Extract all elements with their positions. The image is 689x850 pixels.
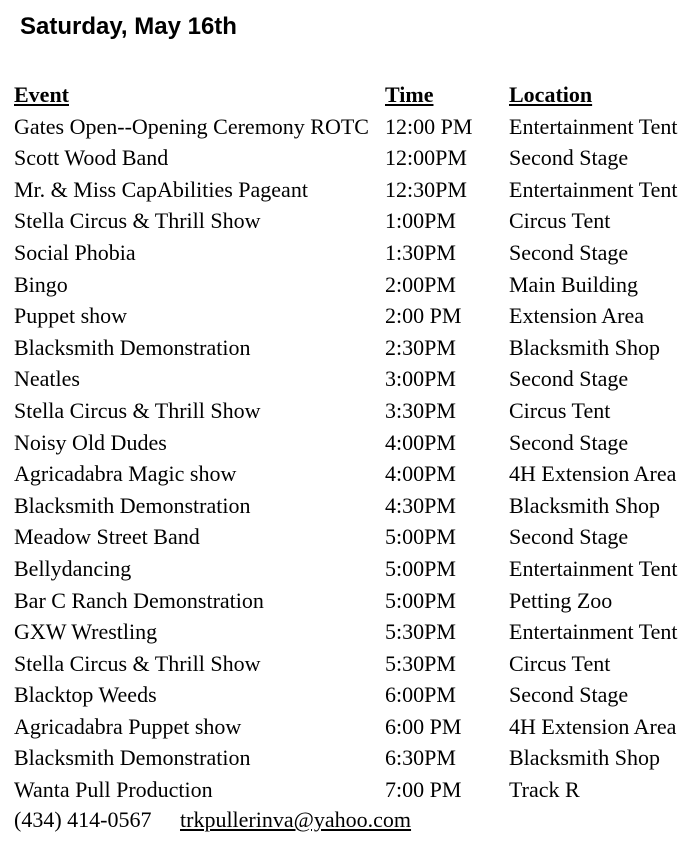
event-location: Second Stage [509, 366, 629, 392]
event-location: Blacksmith Shop [509, 745, 660, 771]
table-row [14, 237, 684, 269]
table-row [14, 490, 684, 522]
table-row [14, 174, 684, 206]
event-location: Petting Zoo [509, 587, 613, 613]
table-row [14, 616, 684, 648]
event-name: Meadow Street Band [14, 524, 200, 550]
event-name: Puppet show [14, 303, 128, 329]
event-time: 3:30PM [385, 397, 456, 423]
event-time: 4:00PM [385, 461, 456, 487]
page-title: Saturday, May 16th [20, 13, 237, 40]
event-name: Social Phobia [14, 239, 136, 265]
table-row [14, 679, 684, 711]
event-name: Mr. & Miss CapAbilities Pageant [14, 176, 308, 202]
table-row [14, 742, 684, 774]
event-location: Circus Tent [509, 650, 611, 676]
event-location: Second Stage [509, 145, 629, 171]
time-column-header: Time [385, 82, 434, 107]
event-time: 2:30PM [385, 334, 456, 360]
event-location: Track R [509, 777, 580, 803]
event-name: Stella Circus & Thrill Show [14, 650, 261, 676]
table-row [14, 427, 684, 459]
event-column-header: Event [14, 82, 69, 107]
event-location: Blacksmith Shop [509, 492, 660, 518]
event-name: Scott Wood Band [14, 145, 169, 171]
event-name: Stella Circus & Thrill Show [14, 397, 261, 423]
table-row [14, 521, 684, 553]
event-location: Extension Area [509, 303, 645, 329]
event-location: Entertainment Tent [509, 619, 678, 645]
event-location: 4H Extension Area [509, 461, 677, 487]
event-time: 4:30PM [385, 492, 456, 518]
event-time: 1:30PM [385, 239, 456, 265]
table-row [14, 269, 684, 301]
event-location: Blacksmith Shop [509, 334, 660, 360]
table-row [14, 774, 684, 806]
event-time: 12:30PM [385, 176, 467, 202]
event-time: 4:00PM [385, 429, 456, 455]
event-name: Neatles [14, 366, 80, 392]
table-row [14, 395, 684, 427]
event-location: 4H Extension Area [509, 713, 677, 739]
event-name: Blacksmith Demonstration [14, 334, 251, 360]
event-time: 7:00 PM [385, 777, 462, 803]
event-time: 12:00 PM [385, 113, 473, 139]
contact-line [14, 804, 412, 835]
event-time: 5:00PM [385, 587, 456, 613]
event-time: 6:30PM [385, 745, 456, 771]
event-location: Entertainment Tent [509, 113, 678, 139]
table-row [14, 648, 684, 680]
event-location: Main Building [509, 271, 638, 297]
table-row [14, 585, 684, 617]
event-name: Blacksmith Demonstration [14, 492, 251, 518]
event-time: 2:00PM [385, 271, 456, 297]
event-location: Circus Tent [509, 397, 611, 423]
event-name: Bar C Ranch Demonstration [14, 587, 264, 613]
table-row [14, 300, 684, 332]
event-location: Second Stage [509, 429, 629, 455]
table-row [14, 332, 684, 364]
table-row [14, 111, 684, 143]
table-row [14, 711, 684, 743]
event-location: Circus Tent [509, 208, 611, 234]
event-time: 6:00 PM [385, 713, 462, 739]
event-location: Second Stage [509, 239, 629, 265]
event-name: Blacksmith Demonstration [14, 745, 251, 771]
event-name: Agricadabra Puppet show [14, 713, 242, 739]
event-location: Second Stage [509, 524, 629, 550]
event-time: 5:30PM [385, 619, 456, 645]
event-time: 2:00 PM [385, 303, 462, 329]
contact-email-link[interactable]: trkpullerinva@yahoo.com [180, 807, 412, 832]
contact-phone: (434) 414-0567 [14, 807, 152, 832]
event-schedule-table [14, 79, 684, 806]
table-row [14, 205, 684, 237]
event-name: Gates Open--Opening Ceremony ROTC [14, 113, 369, 139]
table-row [14, 363, 684, 395]
event-name: Agricadabra Magic show [14, 461, 237, 487]
event-name: Wanta Pull Production [14, 777, 213, 803]
table-row [14, 458, 684, 490]
event-time: 5:00PM [385, 524, 456, 550]
table-row [14, 142, 684, 174]
event-time: 12:00PM [385, 145, 467, 171]
event-location: Second Stage [509, 682, 629, 708]
event-time: 6:00PM [385, 682, 456, 708]
event-name: Bingo [14, 271, 68, 297]
event-name: Blacktop Weeds [14, 682, 157, 708]
event-time: 5:00PM [385, 555, 456, 581]
event-time: 1:00PM [385, 208, 456, 234]
table-row [14, 553, 684, 585]
event-name: GXW Wrestling [14, 619, 158, 645]
location-column-header: Location [509, 82, 593, 107]
event-location: Entertainment Tent [509, 555, 678, 581]
event-time: 5:30PM [385, 650, 456, 676]
table-header-row [14, 79, 684, 111]
event-name: Noisy Old Dudes [14, 429, 167, 455]
event-location: Entertainment Tent [509, 176, 678, 202]
event-name: Bellydancing [14, 555, 132, 581]
event-name: Stella Circus & Thrill Show [14, 208, 261, 234]
event-time: 3:00PM [385, 366, 456, 392]
